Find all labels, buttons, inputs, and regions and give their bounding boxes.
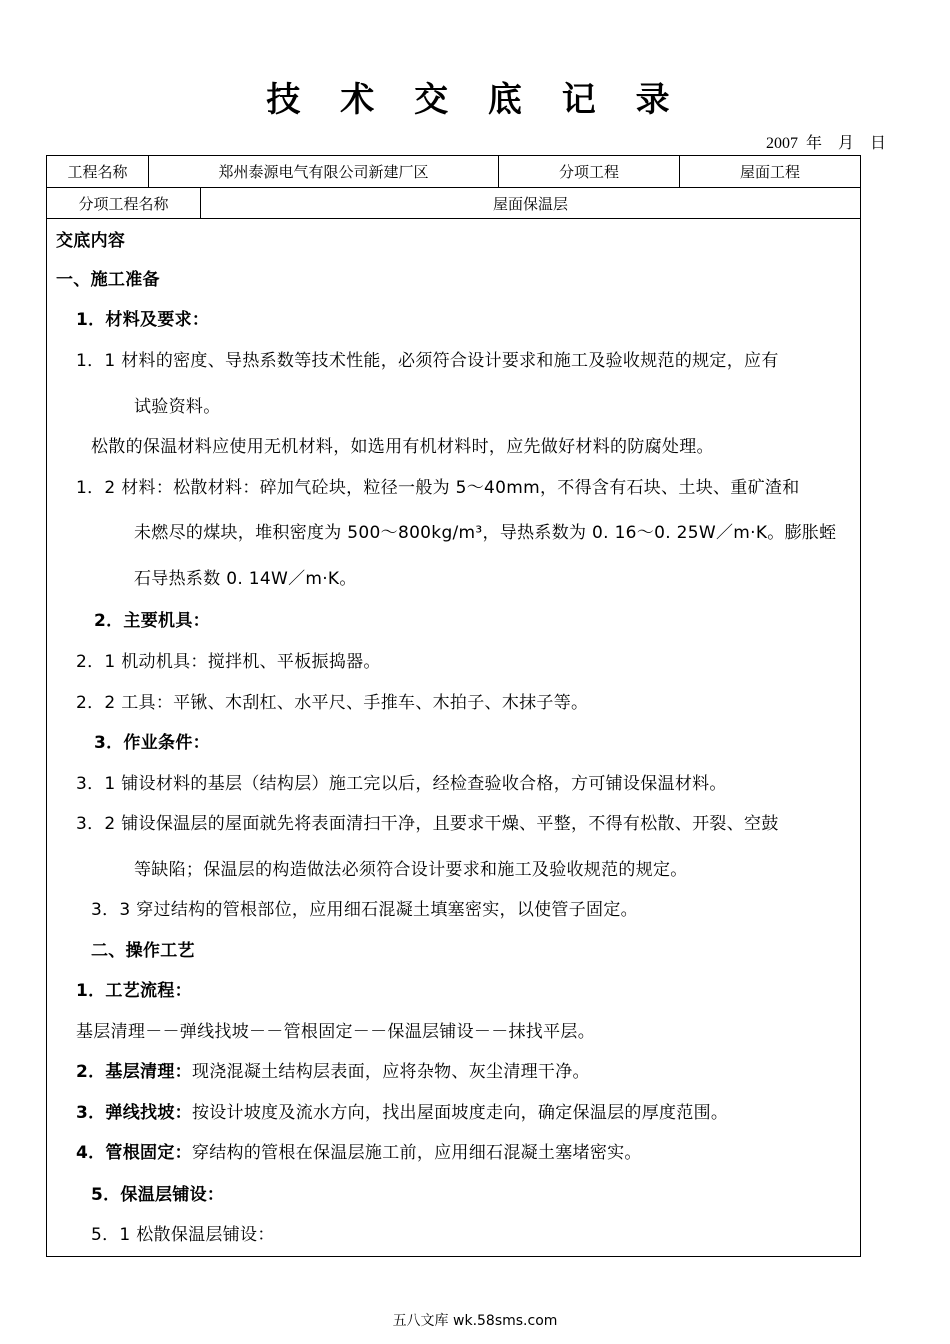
subsection-heading: 3．作业条件： (94, 733, 210, 753)
step-label: 2．基层清理： (76, 1062, 192, 1082)
subsection-heading: 1．工艺流程： (76, 981, 192, 1001)
paragraph: 石导热系数 0. 14W／m·K。 (134, 569, 357, 589)
step-text: 穿结构的管根在保温层施工前，应用细石混凝土塞堵密实。 (191, 1143, 642, 1163)
paragraph: 1．1 材料的密度、导热系数等技术性能，必须符合设计要求和施工及验收规范的规定，应有 (76, 351, 779, 371)
paragraph: 5．1 松散保温层铺设： (91, 1225, 275, 1245)
subsection-heading: 1．材料及要求： (76, 310, 210, 330)
content-heading: 交底内容 (56, 231, 126, 251)
paragraph: 未燃尽的煤块，堆积密度为 500～800kg/m³，导热系数为 0. 16～0. 25W／m·K。膨胀蛭 (134, 523, 837, 543)
step-text: 现浇混凝土结构层表面，应将杂物、灰尘清理干净。 (191, 1062, 590, 1082)
step-text: 按设计坡度及流水方向，找出屋面坡度走向，确定保温层的厚度范围。 (191, 1103, 729, 1123)
paragraph (76, 1098, 728, 1123)
paragraph: 试验资料。 (134, 397, 221, 417)
record-table (46, 155, 861, 1257)
subproject-label: 分项工程 (498, 156, 679, 187)
paragraph (76, 1138, 642, 1163)
paragraph (76, 1057, 590, 1082)
project-label: 工程名称 (67, 163, 128, 181)
section-heading: 一、施工准备 (56, 270, 160, 290)
paragraph: 3．2 铺设保温层的屋面就先将表面清扫干净，且要求干燥、平整，不得有松散、开裂、空鼓 (76, 814, 779, 834)
paragraph: 松散的保温材料应使用无机材料，如选用有机材料时，应先做好材料的防腐处理。 (91, 437, 714, 457)
subsection-heading: 5．保温层铺设： (91, 1185, 225, 1205)
subsection-heading: 2．主要机具： (94, 611, 210, 631)
paragraph: 2．1 机动机具：搅拌机、平板振捣器。 (76, 652, 381, 672)
paragraph: 等缺陷；保温层的构造做法必须符合设计要求和施工及验收规范的规定。 (134, 860, 688, 880)
header-row-2 (47, 188, 860, 219)
paragraph: 2．2 工具：平锹、木刮杠、水平尺、手推车、木拍子、木抹子等。 (76, 693, 589, 713)
paragraph: 3．3 穿过结构的管根部位，应用细石混凝土填塞密实，以使管子固定。 (91, 900, 638, 920)
step-label: 3．弹线找坡： (76, 1103, 192, 1123)
section-heading: 二、操作工艺 (91, 941, 195, 961)
subproject-value: 屋面工程 (679, 156, 860, 187)
subproject-name-value: 屋面保温层 (200, 188, 860, 218)
subproject-name-label: 分项工程名称 (78, 194, 169, 213)
document-title: 技 术 交 底 记 录 (266, 80, 684, 120)
paragraph: 3．1 铺设材料的基层（结构层）施工完以后，经检查验收合格，方可铺设保温材料。 (76, 774, 727, 794)
paragraph: 基层清理－－弹线找坡－－管根固定－－保温层铺设－－抹找平层。 (76, 1022, 595, 1042)
footer-watermark: 五八文库 wk.58sms.com (392, 1313, 558, 1329)
paragraph: 1．2 材料：松散材料：碎加气砼块，粒径一般为 5～40mm，不得含有石块、土块、重矿渣和 (76, 478, 800, 498)
step-label: 4．管根固定： (76, 1143, 192, 1163)
project-value: 郑州泰源电气有限公司新建厂区 (148, 156, 498, 187)
record-date: 2007 年 月 日 (765, 135, 886, 152)
header-row-1 (47, 156, 860, 188)
